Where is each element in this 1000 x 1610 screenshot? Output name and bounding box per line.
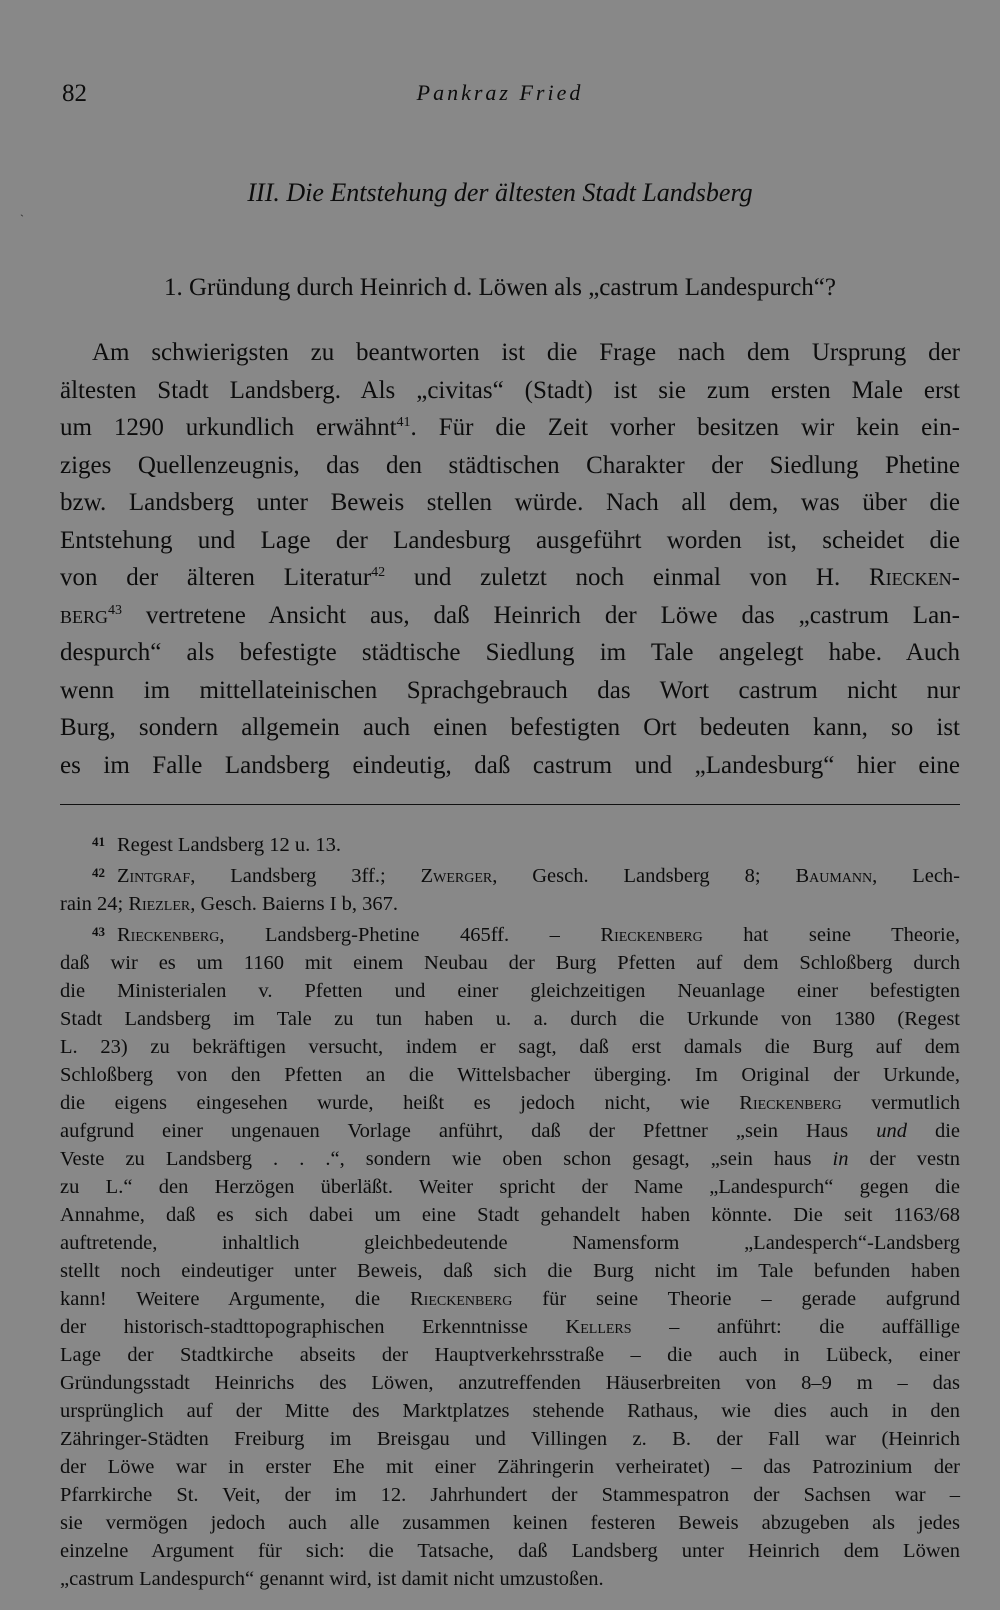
- footnote-divider: [60, 804, 960, 805]
- footnote-line: [60, 1117, 960, 1145]
- footnote-text: Regest Landsberg 12 u. 13.: [117, 834, 341, 856]
- body-line: ältesten Stadt Landsberg. Als „civitas“ (Stadt) ist sie zum ersten Male erst: [60, 376, 960, 404]
- body-line: Entstehung und Lage der Landesburg ausgeführt worden ist, scheidet die: [60, 526, 960, 554]
- footnote-line: [60, 1145, 960, 1173]
- body-text-span: vertretene Ansicht aus, daß Heinrich der Löwe das „castrum Lan-: [122, 601, 960, 629]
- author-name: Rieckenberg: [117, 924, 220, 946]
- footnote-line: Lage der Stadtkirche abseits der Hauptverkehrsstraße – die auch in Lübeck, einer: [60, 1344, 960, 1366]
- footnote-number: 41: [92, 834, 105, 849]
- body-line: [60, 409, 960, 447]
- footnote-ref-41[interactable]: 41: [396, 415, 411, 430]
- body-text-span: . Für die Zeit vorher besitzen wir kein ein-: [410, 414, 961, 441]
- body-line: [60, 597, 960, 635]
- scan-mark: ˋ: [20, 212, 24, 226]
- footnote-line: stellt noch eindeutiger unter Beweis, daß sich die Burg nicht im Tale befunden haben: [60, 1260, 960, 1282]
- footnote-text: für seine Theorie – gerade aufgrund: [512, 1288, 960, 1310]
- footnote-line: [60, 1285, 960, 1313]
- footnote-line: sie vermögen jedoch auch alle zusammen keinen festeren Beweis abzugeben als jedes: [60, 1512, 960, 1534]
- footnote-42: [60, 859, 960, 890]
- footnote-emphasis: und: [876, 1120, 907, 1142]
- footnote-line: auftretende, inhaltlich gleichbedeutende Namensform „Landesperch“-Landsberg: [60, 1232, 960, 1254]
- body-line: es im Falle Landsberg eindeutig, daß castrum und „Landesburg“ hier eine: [60, 751, 960, 779]
- footnote-text: Veste zu Landsberg . . .“, sondern wie oben schon gesagt, „sein haus: [60, 1148, 833, 1170]
- footnote-text: , Gesch. Baierns I b, 367.: [190, 893, 399, 915]
- footnote-line: daß wir es um 1160 mit einem Neubau der Burg Pfetten auf dem Schloßberg durch: [60, 952, 960, 974]
- footnote-line: Pfarrkirche St. Veit, der im 12. Jahrhundert der Stammespatron der Sachsen war –: [60, 1484, 960, 1506]
- page-number: 82: [62, 80, 87, 107]
- body-line: Am schwierigsten zu beantworten ist die Frage nach dem Ursprung der: [92, 339, 960, 366]
- author-name: Zwerger: [420, 865, 493, 887]
- footnote-line: Gründungsstadt Heinrichs des Löwen, anzutreffenden Häuserbreiten von 8–9 m – das: [60, 1372, 960, 1394]
- body-text-span: um 1290 urkundlich erwähnt: [60, 414, 397, 441]
- body-line: [60, 559, 960, 597]
- author-name: Zintgraf: [117, 865, 191, 887]
- footnote-text: vermutlich: [841, 1092, 961, 1114]
- body-paragraph: [60, 334, 960, 784]
- running-head: Pankraz Fried: [416, 80, 584, 105]
- footnote-line: [60, 1313, 960, 1341]
- chapter-title: III. Die Entstehung der ältesten Stadt Landsberg: [247, 178, 753, 207]
- footnote-text: der historisch-stadttopographischen Erkenntnisse: [60, 1316, 566, 1338]
- footnote-text: die eigens eingesehen wurde, heißt es jedoch nicht, wie: [60, 1092, 740, 1114]
- footnote-text: , Landsberg-Phetine 465ff. –: [219, 924, 601, 946]
- body-text-span: und zuletzt noch einmal von H.: [385, 564, 869, 591]
- footnote-number: 43: [92, 924, 105, 939]
- footnote-text: , Gesch. Landsberg 8;: [492, 865, 796, 887]
- author-name: Riezler: [128, 893, 191, 915]
- footnote-text: kann! Weitere Argumente, die: [60, 1288, 410, 1310]
- footnote-line: ursprünglich auf der Mitte des Marktplatzes stehende Rathaus, wie dies auch in den: [60, 1400, 960, 1422]
- footnote-line: Annahme, daß es sich dabei um eine Stadt gehandelt haben könnte. Die seit 1163/68: [60, 1204, 960, 1226]
- footnote-line: der Löwe war in erster Ehe mit einer Zähringerin verheiratet) – das Patrozinium der: [60, 1456, 960, 1478]
- author-name: Riecken-: [869, 564, 960, 591]
- body-line: Burg, sondern allgemein auch einen befestigten Ort bedeuten kann, so ist: [60, 714, 960, 741]
- body-line: ziges Quellenzeugnis, das den städtischen Charakter der Siedlung Phetine: [60, 451, 960, 479]
- footnote-43: [60, 918, 960, 949]
- author-name: Baumann: [795, 865, 873, 887]
- footnote-ref-42[interactable]: 42: [371, 565, 386, 580]
- author-name: Rieckenberg: [739, 1092, 842, 1114]
- footnote-text: , Lech-: [872, 865, 960, 887]
- footnote-text: – anführt: die auffällige: [631, 1316, 960, 1338]
- footnote-text: rain 24;: [60, 893, 129, 915]
- footnote-text: hat seine Theorie,: [702, 924, 960, 946]
- footnotes: [60, 828, 960, 1593]
- author-name: Rieckenberg: [600, 924, 703, 946]
- footnote-line: „castrum Landespurch“ genannt wird, ist damit nicht umzustoßen.: [60, 1568, 604, 1590]
- body-text-span: von der älteren Literatur: [60, 564, 372, 591]
- footnote-emphasis: in: [832, 1148, 849, 1170]
- footnote-text: , Landsberg 3ff.;: [190, 865, 421, 887]
- footnote-text: die: [906, 1120, 960, 1142]
- author-name: Kellers: [565, 1316, 632, 1338]
- footnote-line: [60, 1089, 960, 1117]
- footnote-41: [60, 828, 960, 859]
- footnote-line: Zähringer-Städten Freiburg im Breisgau und Villingen z. B. der Fall war (Heinrich: [60, 1428, 960, 1450]
- footnote-line: Stadt Landsberg im Tale zu tun haben u. a. durch die Urkunde von 1380 (Regest: [60, 1008, 960, 1030]
- author-name: berg: [60, 601, 109, 629]
- footnote-line: [60, 890, 960, 918]
- author-name: Rieckenberg: [410, 1288, 513, 1310]
- footnote-line: zu L.“ den Herzögen überläßt. Weiter spricht der Name „Landespurch“ gegen die: [60, 1176, 960, 1198]
- body-line: wenn im mittellateinischen Sprachgebrauch das Wort castrum nicht nur: [60, 676, 960, 704]
- footnote-text: der vestn: [848, 1148, 960, 1170]
- footnote-line: L. 23) zu bekräftigen versucht, indem er sagt, daß erst damals die Burg auf dem: [60, 1036, 960, 1058]
- section-title: 1. Gründung durch Heinrich d. Löwen als „castrum Landespurch“?: [164, 274, 836, 301]
- body-line: bzw. Landsberg unter Beweis stellen würde. Nach all dem, was über die: [60, 489, 960, 516]
- footnote-ref-43[interactable]: 43: [108, 602, 123, 618]
- footnote-line: die Ministerialen v. Pfetten und einer gleichzeitigen Neuanlage einer befestigten: [60, 980, 960, 1002]
- body-line: despurch“ als befestigte städtische Siedlung im Tale angelegt habe. Auch: [60, 639, 960, 666]
- footnote-number: 42: [92, 865, 105, 880]
- footnote-line: einzelne Argument für sich: die Tatsache, daß Landsberg unter Heinrich dem Löwen: [60, 1540, 960, 1562]
- footnote-text: aufgrund einer ungenauen Vorlage anführt, daß der Pfettner „sein Haus: [60, 1120, 877, 1142]
- footnote-line: Schloßberg von den Pfetten an die Wittelsbacher überging. Im Original der Urkunde,: [60, 1064, 960, 1086]
